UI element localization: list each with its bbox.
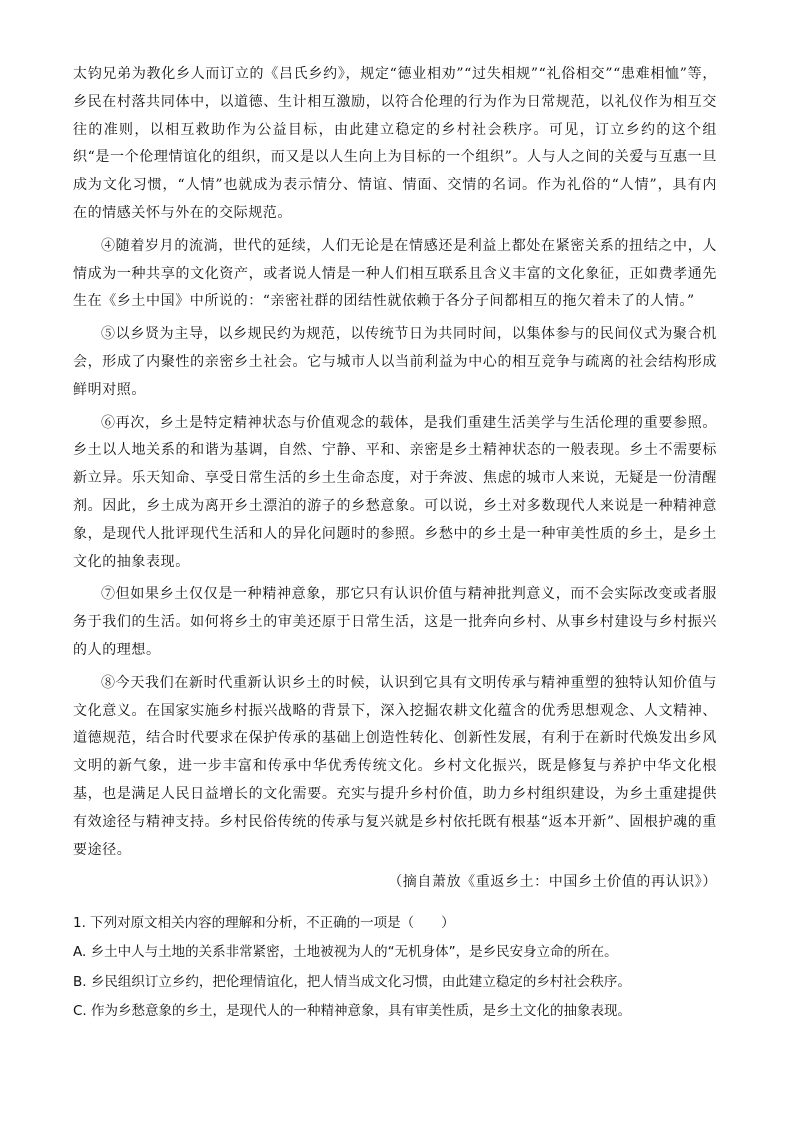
paragraph-8: ⑧今天我们在新时代重新认识乡土的时候，认识到它具有文明传承与精神重塑的独特认知价值与文化意义。在国家实施乡村振兴战略的背景下，深入挖掘农耕文化蕴含的优秀思想观念、人文精神、道德规范，结合时代要求在保护传承的基础上创造性转化、创新性发展，有利于在新时代焕发出乡风文明的新气象，进一步丰富和传承中华优秀传统文化。乡村文化振兴，既是修复与养护中华文化根基，也是满足人民日益增长的文化需要。充实与提升乡村价值，助力乡村组织建设，为乡土重建提供有效途径与精神支持。乡村民俗传统的传承与复兴就是乡村依托既有根基“返本开新”、固根护魂的重要途径。 [73,674,717,858]
paragraph-continued: 太钧兄弟为教化乡人而订立的《吕氏乡约》，规定“德业相劝”“过失相规”“礼俗相交”“患难相恤”等，乡民在村落共同体中，以道德、生计相互激励，以符合伦理的行为作为日常规范，以礼仪作为相互交往的准则，以相互救助作为公益目标，由此建立稳定的乡村社会秩序。可见，订立乡约的这个组织“是一个伦理情谊化的组织，而又是以人生向上为目标的一个组织”。人与人之间的关爱与互惠一旦成为文化习惯，“人情”也就成为表示情分、情谊、情面、交情的名词。作为礼俗的“人情”，具有内在的情感关怀与外在的交际规范。 [73,66,717,221]
question-block [73,909,733,1026]
paragraph-7: ⑦但如果乡土仅仅是一种精神意象，那它只有认识价值与精神批判意义，而不会实际改变或者服务于我们的生活。如何将乡土的审美还原于日常生活，这是一批奔向乡村、从事乡村建设与乡村振兴的人的理想。 [73,586,717,658]
question-stem: 1. 下列对原文相关内容的理解和分析，不正确的一项是（ ） [73,915,455,931]
article-source: （摘自萧放《重返乡土：中国乡土价值的再认识》） [388,874,717,891]
option-a: A. 乡土中人与土地的关系非常紧密，土地被视为人的“无机身体”，是乡民安身立命的所在。 [73,944,618,961]
paragraph-5: ⑤以乡贤为主导，以乡规民约为规范，以传统节日为共同时间，以集体参与的民间仪式为聚合机会，形成了内聚性的亲密乡土社会。它与城市人以当前利益为中心的相互竞争与疏离的社会结构形成鲜明对照。 [73,326,717,398]
paragraph-4: ④随着岁月的流淌，世代的延续，人们无论是在情感还是利益上都处在紧密关系的扭结之中，人情成为一种共享的文化资产，或者说人情是一种人们相互联系且含义丰富的文化象征，正如费孝通先生在《乡土中国》中所说的：“亲密社群的团结性就依赖于各分子间都相互的拖欠着未了的人情。” [73,237,717,310]
option-c: C. 作为乡愁意象的乡土，是现代人的一种精神意象，具有审美性质，是乡土文化的抽象表现。 [73,1002,632,1019]
option-b: B. 乡民组织订立乡约，把伦理情谊化，把人情当成文化习惯，由此建立稳定的乡村社会秩序。 [73,973,631,990]
article-body [73,61,717,897]
paragraph-6: ⑥再次，乡土是特定精神状态与价值观念的载体，是我们重建生活美学与生活伦理的重要参照。乡土以人地关系的和谐为基调，自然、宁静、平和、亲密是乡土精神状态的一般表现。乡土不需要标新立异。乐天知命、享受日常生活的乡土生命态度，对于奔波、焦虑的城市人来说，无疑是一份清醒剂。因此，乡土成为离开乡土漂泊的游子的乡愁意象。可以说，乡土对多数现代人来说是一种精神意象，是现代人批评现代生活和人的异化问题时的参照。乡愁中的乡土是一种审美性质的乡土，是乡土文化的抽象表现。 [73,414,717,570]
